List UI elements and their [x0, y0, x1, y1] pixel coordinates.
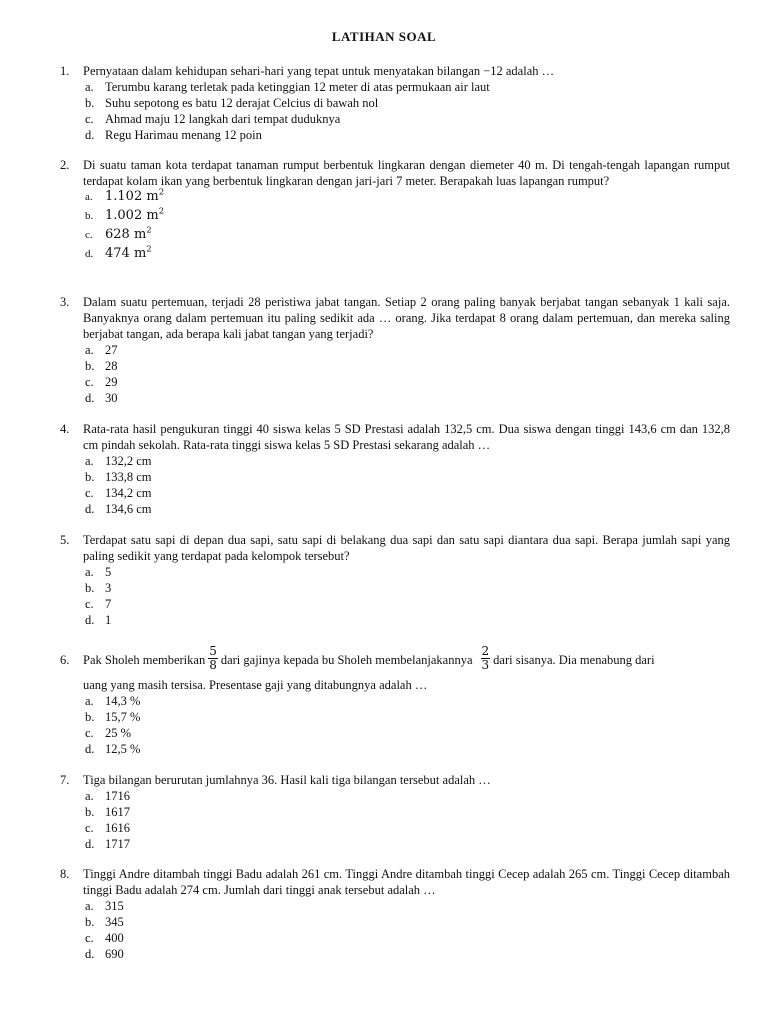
- page-title: LATIHAN SOAL: [331, 29, 437, 44]
- question-text-part: Pak Sholeh memberikan: [83, 653, 206, 667]
- question-text-part: dari sisanya. Dia menabung dari: [493, 653, 655, 667]
- option-text: 27: [105, 343, 118, 357]
- question-text: Di suatu taman kota terdapat tanaman rumput berbentuk lingkaran dengan diemeter 40 m. Di tengah-tengah lapangan rumput terdapat kolam ikan yang berbentuk lingkaran dengan jari-jari 7 meter. Berapakah luas lapangan rumput?: [83, 158, 730, 188]
- option-text: 7: [105, 597, 112, 611]
- option-text: 690: [105, 947, 124, 961]
- question-number: 2.: [60, 158, 70, 172]
- exponent: 2: [146, 244, 152, 255]
- option-text: 28: [105, 359, 118, 373]
- option-c[interactable]: [83, 930, 730, 946]
- fraction-five-eighths: [208, 645, 218, 672]
- option-text: 134,2 cm: [105, 486, 152, 500]
- option-a[interactable]: [83, 788, 730, 804]
- option-a[interactable]: [83, 79, 730, 95]
- option-text: 25 %: [105, 726, 132, 740]
- question-text: Tinggi Andre ditambah tinggi Badu adalah 261 cm. Tinggi Andre ditambah tinggi Cecep adalah 265 cm. Tinggi Cecep ditambah tinggi Badu adalah 274 cm. Jumlah dari tinggi anak tersebut adalah …: [83, 867, 730, 897]
- question-2: [60, 157, 730, 265]
- option-d[interactable]: [83, 741, 730, 757]
- option-letter: c.: [85, 597, 94, 611]
- option-text: 15,7 %: [105, 710, 141, 724]
- option-list: [83, 788, 730, 852]
- option-d[interactable]: [83, 246, 730, 265]
- question-4: [60, 421, 730, 517]
- option-letter: c.: [85, 821, 94, 835]
- option-c[interactable]: [83, 820, 730, 836]
- question-number: 7.: [60, 773, 70, 787]
- question-number: 6.: [60, 653, 70, 667]
- question-1: [60, 63, 730, 143]
- option-text: 1617: [105, 805, 130, 819]
- option-a[interactable]: [83, 189, 730, 208]
- option-letter: c.: [85, 726, 94, 740]
- option-a[interactable]: [83, 453, 730, 469]
- fraction-denominator: 3: [481, 657, 490, 672]
- option-letter: a.: [85, 899, 94, 913]
- option-b[interactable]: [83, 208, 730, 227]
- option-c[interactable]: [83, 111, 730, 127]
- option-list: [83, 693, 730, 757]
- question-number: 3.: [60, 295, 70, 309]
- option-letter: a.: [85, 789, 94, 803]
- option-letter: b.: [85, 96, 95, 110]
- option-d[interactable]: [83, 501, 730, 517]
- option-text: Suhu sepotong es batu 12 derajat Celcius di bawah nol: [105, 96, 379, 110]
- option-letter: d.: [85, 613, 95, 627]
- question-text-line1: [83, 643, 730, 677]
- option-d[interactable]: [83, 946, 730, 962]
- option-text: Regu Harimau menang 12 poin: [105, 128, 262, 142]
- option-text: 12,5 %: [105, 742, 141, 756]
- question-5: [60, 532, 730, 628]
- option-letter: c.: [85, 375, 94, 389]
- question-text: Tiga bilangan berurutan jumlahnya 36. Hasil kali tiga bilangan tersebut adalah …: [83, 773, 491, 787]
- option-list: [83, 79, 730, 143]
- option-text: 1616: [105, 821, 130, 835]
- option-letter: b.: [85, 710, 95, 724]
- question-number: 8.: [60, 867, 70, 881]
- option-list: [83, 564, 730, 628]
- option-text: 315: [105, 899, 124, 913]
- option-text: 30: [105, 391, 118, 405]
- question-3: [60, 294, 730, 406]
- option-list: [83, 189, 730, 265]
- question-text: Pernyataan dalam kehidupan sehari-hari yang tepat untuk menyatakan bilangan −12 adalah …: [83, 64, 555, 78]
- option-letter: a.: [85, 343, 94, 357]
- option-letter: d.: [85, 391, 95, 405]
- option-letter: d.: [85, 742, 95, 756]
- option-b[interactable]: [83, 469, 730, 485]
- option-text: 1716: [105, 789, 130, 803]
- option-letter: b.: [85, 210, 94, 222]
- question-6: [60, 643, 730, 757]
- fraction-two-thirds: [481, 645, 491, 672]
- question-8: [60, 866, 730, 962]
- option-text: 14,3 %: [105, 694, 141, 708]
- option-a[interactable]: [83, 342, 730, 358]
- option-text: 3: [105, 581, 112, 595]
- question-number: 4.: [60, 422, 70, 436]
- option-text: 474 m: [105, 246, 147, 261]
- option-letter: a.: [85, 454, 94, 468]
- question-7: [60, 772, 730, 852]
- option-text: 1: [105, 613, 112, 627]
- option-text: 132,2 cm: [105, 454, 152, 468]
- option-letter: a.: [85, 191, 93, 203]
- option-text: 5: [105, 565, 112, 579]
- option-letter: a.: [85, 565, 94, 579]
- option-c[interactable]: [83, 725, 730, 741]
- fraction-numerator: 2: [481, 643, 490, 658]
- option-letter: d.: [85, 947, 95, 961]
- option-text: Ahmad maju 12 langkah dari tempat duduknya: [105, 112, 341, 126]
- option-letter: c.: [85, 486, 94, 500]
- question-text: Rata-rata hasil pengukuran tinggi 40 siswa kelas 5 SD Prestasi adalah 132,5 cm. Dua siswa dengan tinggi 143,6 cm dan 132,8 cm pindah sekolah. Rata-rata tinggi siswa kelas 5 SD Prestasi sekarang adalah …: [83, 422, 730, 452]
- exponent: 2: [158, 187, 165, 198]
- option-letter: b.: [85, 359, 95, 373]
- option-b[interactable]: [83, 580, 730, 596]
- fraction-denominator: 8: [209, 657, 217, 672]
- option-text: 1.002 m: [105, 208, 159, 223]
- option-text: 133,8 cm: [105, 470, 152, 484]
- option-text: 1.102 m: [105, 189, 159, 204]
- option-text: 1717: [105, 837, 130, 851]
- option-letter: a.: [85, 80, 94, 94]
- option-text: Terumbu karang terletak pada ketinggian 12 meter di atas permukaan air laut: [105, 80, 490, 94]
- option-b[interactable]: [83, 358, 730, 374]
- exponent: 2: [158, 206, 165, 217]
- option-a[interactable]: [83, 898, 730, 914]
- option-list: [83, 898, 730, 962]
- option-letter: c.: [85, 229, 93, 241]
- option-letter: c.: [85, 931, 94, 945]
- option-d[interactable]: [83, 127, 730, 143]
- option-list: [83, 342, 730, 406]
- option-letter: d.: [85, 837, 95, 851]
- option-letter: c.: [85, 112, 94, 126]
- option-list: [83, 453, 730, 517]
- option-letter: d.: [85, 248, 94, 260]
- option-text: 628 m: [105, 227, 147, 242]
- question-text-line2: uang yang masih tersisa. Presentase gaji yang ditabungnya adalah …: [83, 678, 428, 692]
- option-letter: d.: [85, 128, 95, 142]
- option-text: 29: [105, 375, 118, 389]
- question-number: 1.: [60, 64, 70, 78]
- option-b[interactable]: [83, 914, 730, 930]
- option-d[interactable]: [83, 612, 730, 628]
- question-number: 5.: [60, 533, 70, 547]
- question-text-part: dari gajinya kepada bu Sholeh membelanjakannya: [220, 653, 473, 667]
- option-c[interactable]: [83, 227, 730, 246]
- question-text: Dalam suatu pertemuan, terjadi 28 peristiwa jabat tangan. Setiap 2 orang paling banyak berjabat tangan sebanyak 1 kali saja. Banyaknya orang dalam pertemuan itu paling sedikit ada … orang. Jika terdapat 8 orang dalam pertemuan, dan mereka saling berjabat tangan, ada berapa kali jabat tangan yang terjadi?: [83, 295, 730, 341]
- option-letter: b.: [85, 581, 95, 595]
- option-letter: b.: [85, 805, 95, 819]
- option-text: 134,6 cm: [105, 502, 152, 516]
- option-c[interactable]: [83, 596, 730, 612]
- option-text: 345: [105, 915, 124, 929]
- option-d[interactable]: [83, 390, 730, 406]
- option-a[interactable]: [83, 693, 730, 709]
- option-c[interactable]: [83, 374, 730, 390]
- option-b[interactable]: [83, 95, 730, 111]
- option-c[interactable]: [83, 485, 730, 501]
- option-a[interactable]: [83, 564, 730, 580]
- option-b[interactable]: [83, 804, 730, 820]
- exponent: 2: [146, 225, 152, 236]
- option-letter: d.: [85, 502, 95, 516]
- option-letter: b.: [85, 915, 95, 929]
- fraction-numerator: 5: [209, 643, 217, 658]
- question-text: Terdapat satu sapi di depan dua sapi, satu sapi di belakang dua sapi dan satu sapi diantara dua sapi. Berapa jumlah sapi yang paling sedikit yang terdapat pada kelompok tersebut?: [83, 533, 730, 563]
- option-letter: a.: [85, 694, 94, 708]
- option-d[interactable]: [83, 836, 730, 852]
- option-letter: b.: [85, 470, 95, 484]
- option-b[interactable]: [83, 709, 730, 725]
- option-text: 400: [105, 931, 124, 945]
